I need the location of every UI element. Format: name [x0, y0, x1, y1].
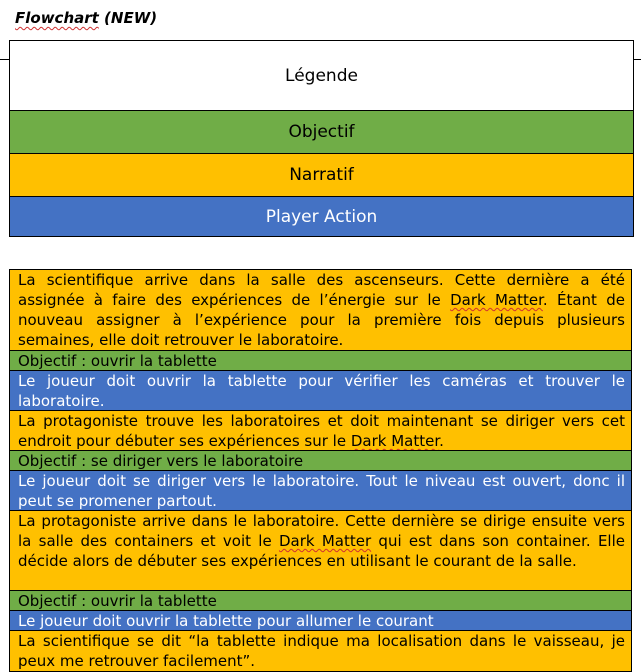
title-tag: (NEW) [104, 9, 158, 27]
flowchart-table [9, 269, 632, 672]
narrative-row [10, 511, 631, 591]
objective-row: Objectif : ouvrir la tablette [10, 351, 631, 371]
legend-table [9, 40, 634, 237]
document-title [15, 8, 157, 28]
player-action-row: Le joueur doit se diriger vers le laboratoire. Tout le niveau est ouvert, donc il peut se promener partout. [10, 471, 631, 511]
narrative-row [10, 270, 631, 351]
narrative-text: La scientifique arrive dans la salle des ascenseurs. Cette dernière a été assignée à faire des expériences de l’énergie sur le [18, 271, 625, 309]
legend-narrative: Narratif [10, 154, 633, 197]
legend-player-action: Player Action [10, 197, 633, 236]
player-action-row: Le joueur doit ouvrir la tablette pour vérifier les caméras et trouver le laboratoire. [10, 371, 631, 411]
horizontal-rule-right [633, 59, 641, 60]
title-main: Flowchart [15, 9, 99, 27]
narrative-text: La protagoniste arrive dans le laboratoire. Cette dernière se dirige ensuite vers la salle des containers et voit le [18, 512, 625, 550]
legend-objective: Objectif [10, 111, 633, 154]
player-action-row: Le joueur doit ouvrir la tablette pour allumer le courant [10, 611, 631, 631]
spellcheck-term: Dark Matter [278, 532, 372, 550]
narrative-row: La scientifique se dit “la tablette indique ma localisation dans le vaisseau, je peux me retrouver facilement”. [10, 631, 631, 671]
objective-row: Objectif : ouvrir la tablette [10, 591, 631, 611]
narrative-row [10, 411, 631, 451]
spellcheck-term: Dark Matter [350, 432, 440, 450]
legend-header: Légende [10, 41, 633, 111]
narrative-text: qui est dans son container. Elle décide alors de débuter ses expériences en utilisant le courant de la salle. [18, 532, 625, 570]
narrative-text: . Étant de nouveau assigner à l’expérience pour la première fois depuis plusieurs semaines, elle doit retrouver le laboratoire. [18, 291, 625, 349]
narrative-text: . [439, 432, 444, 450]
objective-row: Objectif : se diriger vers le laboratoire [10, 451, 631, 471]
spellcheck-term: Dark Matter [450, 291, 543, 309]
narrative-text: La protagoniste trouve les laboratoires et doit maintenant se diriger vers cet endroit pour débuter ses expériences sur le [18, 412, 625, 450]
